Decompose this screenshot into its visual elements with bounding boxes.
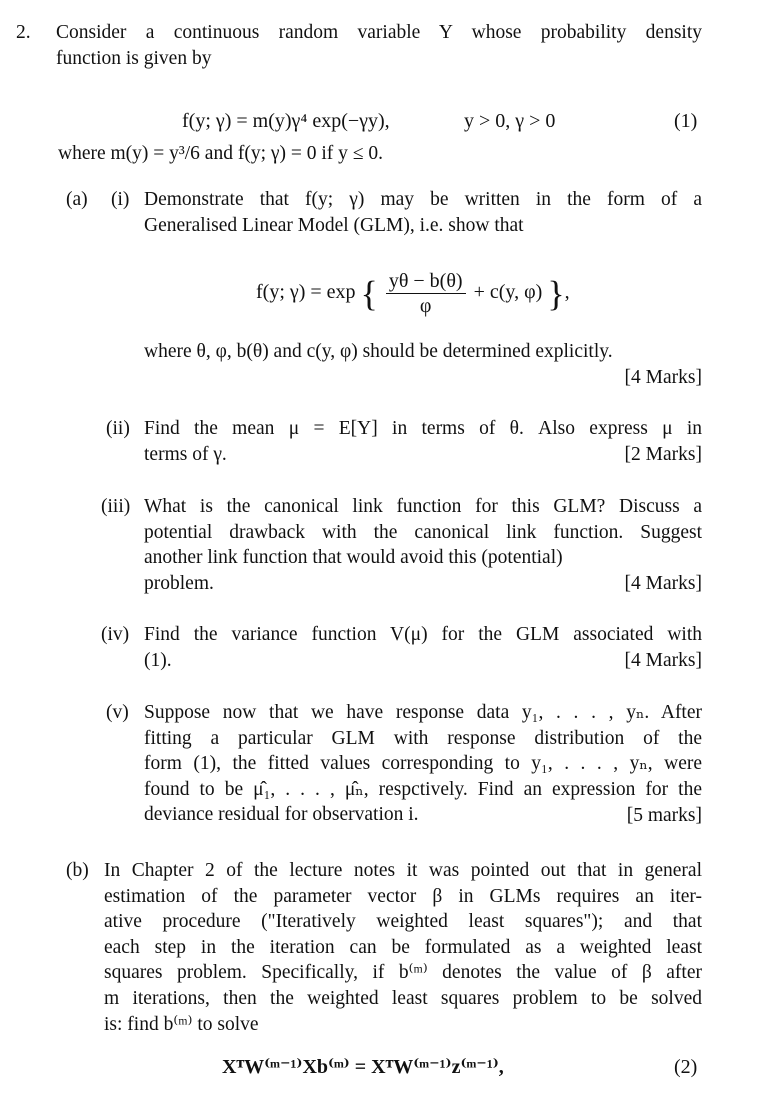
part-b-text bbox=[104, 858, 702, 1037]
text-line: Generalised Linear Model (GLM), i.e. show that bbox=[144, 214, 524, 236]
text-line: terms of γ. bbox=[144, 443, 227, 465]
text-line: deviance residual for observation i. bbox=[144, 804, 419, 826]
equation-1-tag: (1) bbox=[674, 110, 698, 132]
text-line: form (1), the fitted values corresponding to y₁, . . . , yₙ, were bbox=[144, 753, 702, 775]
glm-eq-lhs: f(y; γ) = exp bbox=[256, 281, 356, 303]
intro-line: function is given by bbox=[56, 47, 212, 69]
subpart-i-label: (i) bbox=[111, 189, 130, 210]
text-line: potential drawback with the canonical link function. Suggest bbox=[144, 521, 702, 543]
text-line: Find the variance function V(μ) for the GLM associated with bbox=[144, 624, 702, 645]
text-line: squares problem. Specifically, if b⁽ᵐ⁾ denotes the value of β after bbox=[104, 962, 702, 984]
question-number: 2. bbox=[16, 22, 31, 43]
text-line: Find the mean μ = E[Y] in terms of θ. Also express μ in bbox=[144, 418, 702, 439]
text-line: each step in the iteration can be formulated as a weighted least bbox=[104, 936, 702, 958]
subpart-i-text bbox=[144, 187, 702, 238]
comma: , bbox=[564, 281, 570, 303]
intro-line: Consider a continuous random variable Y whose probability density bbox=[56, 22, 702, 43]
left-brace: { bbox=[360, 273, 378, 314]
part-a-label: (a) bbox=[66, 189, 88, 210]
subpart-ii-marks: [2 Marks] bbox=[624, 444, 702, 465]
subpart-iv-label: (iv) bbox=[101, 624, 130, 645]
text-line: m iterations, then the weighted least squares problem to be solved bbox=[104, 987, 702, 1009]
text-line: ative procedure ("Iteratively weighted least squares"); and that bbox=[104, 911, 702, 933]
text-line: What is the canonical link function for this GLM? Discuss a bbox=[144, 496, 702, 517]
text-line: estimation of the parameter vector β in GLMs requires an iter- bbox=[104, 885, 702, 907]
equation-1: f(y; γ) = m(y)γ⁴ exp(−γy), bbox=[182, 110, 390, 132]
text-line: fitting a particular GLM with response distribution of the bbox=[144, 727, 702, 749]
text-line: another link function that would avoid this (potential) bbox=[144, 547, 563, 569]
right-brace: } bbox=[547, 273, 565, 314]
subpart-ii-label: (ii) bbox=[106, 418, 130, 439]
glm-eq-rest: + c(y, φ) bbox=[473, 281, 543, 303]
equation-2-tag: (2) bbox=[674, 1056, 698, 1078]
subpart-v-marks: [5 marks] bbox=[626, 805, 702, 826]
subpart-iii-marks: [4 Marks] bbox=[624, 573, 702, 594]
subpart-iii-label: (iii) bbox=[101, 496, 131, 517]
equation-2: XᵀW⁽ᵐ⁻¹⁾Xb⁽ᵐ⁾ = XᵀW⁽ᵐ⁻¹⁾z⁽ᵐ⁻¹⁾, bbox=[222, 1056, 504, 1078]
glm-fraction-denominator: φ bbox=[419, 294, 432, 317]
subpart-i-where: where θ, φ, b(θ) and c(y, φ) should be determined explicitly. bbox=[144, 341, 613, 362]
text-line: In Chapter 2 of the lecture notes it was pointed out that in general bbox=[104, 860, 702, 881]
subpart-v-label: (v) bbox=[106, 702, 129, 723]
text-line: is: find b⁽ᵐ⁾ to solve bbox=[104, 1013, 259, 1035]
equation-1-condition: y > 0, γ > 0 bbox=[464, 110, 556, 132]
text-line: (1). bbox=[144, 649, 172, 671]
text-line: found to be μ̂₁, . . . , μ̂ₙ, respctively. Find an expression for the bbox=[144, 778, 702, 800]
subpart-iv-marks: [4 Marks] bbox=[624, 650, 702, 671]
text-line: Suppose now that we have response data y₁, . . . , yₙ. After bbox=[144, 702, 702, 723]
question-intro bbox=[56, 20, 702, 71]
part-b-label: (b) bbox=[66, 860, 89, 881]
where-definition: where m(y) = y³/6 and f(y; γ) = 0 if y ≤ 0. bbox=[58, 143, 383, 164]
glm-fraction bbox=[386, 269, 466, 318]
glm-form-equation bbox=[256, 268, 570, 318]
glm-fraction-numerator: yθ − b(θ) bbox=[386, 269, 466, 294]
text-line: problem. bbox=[144, 572, 214, 594]
text-line: Demonstrate that f(y; γ) may be written in the form of a bbox=[144, 189, 702, 210]
subpart-i-marks: [4 Marks] bbox=[624, 367, 702, 388]
